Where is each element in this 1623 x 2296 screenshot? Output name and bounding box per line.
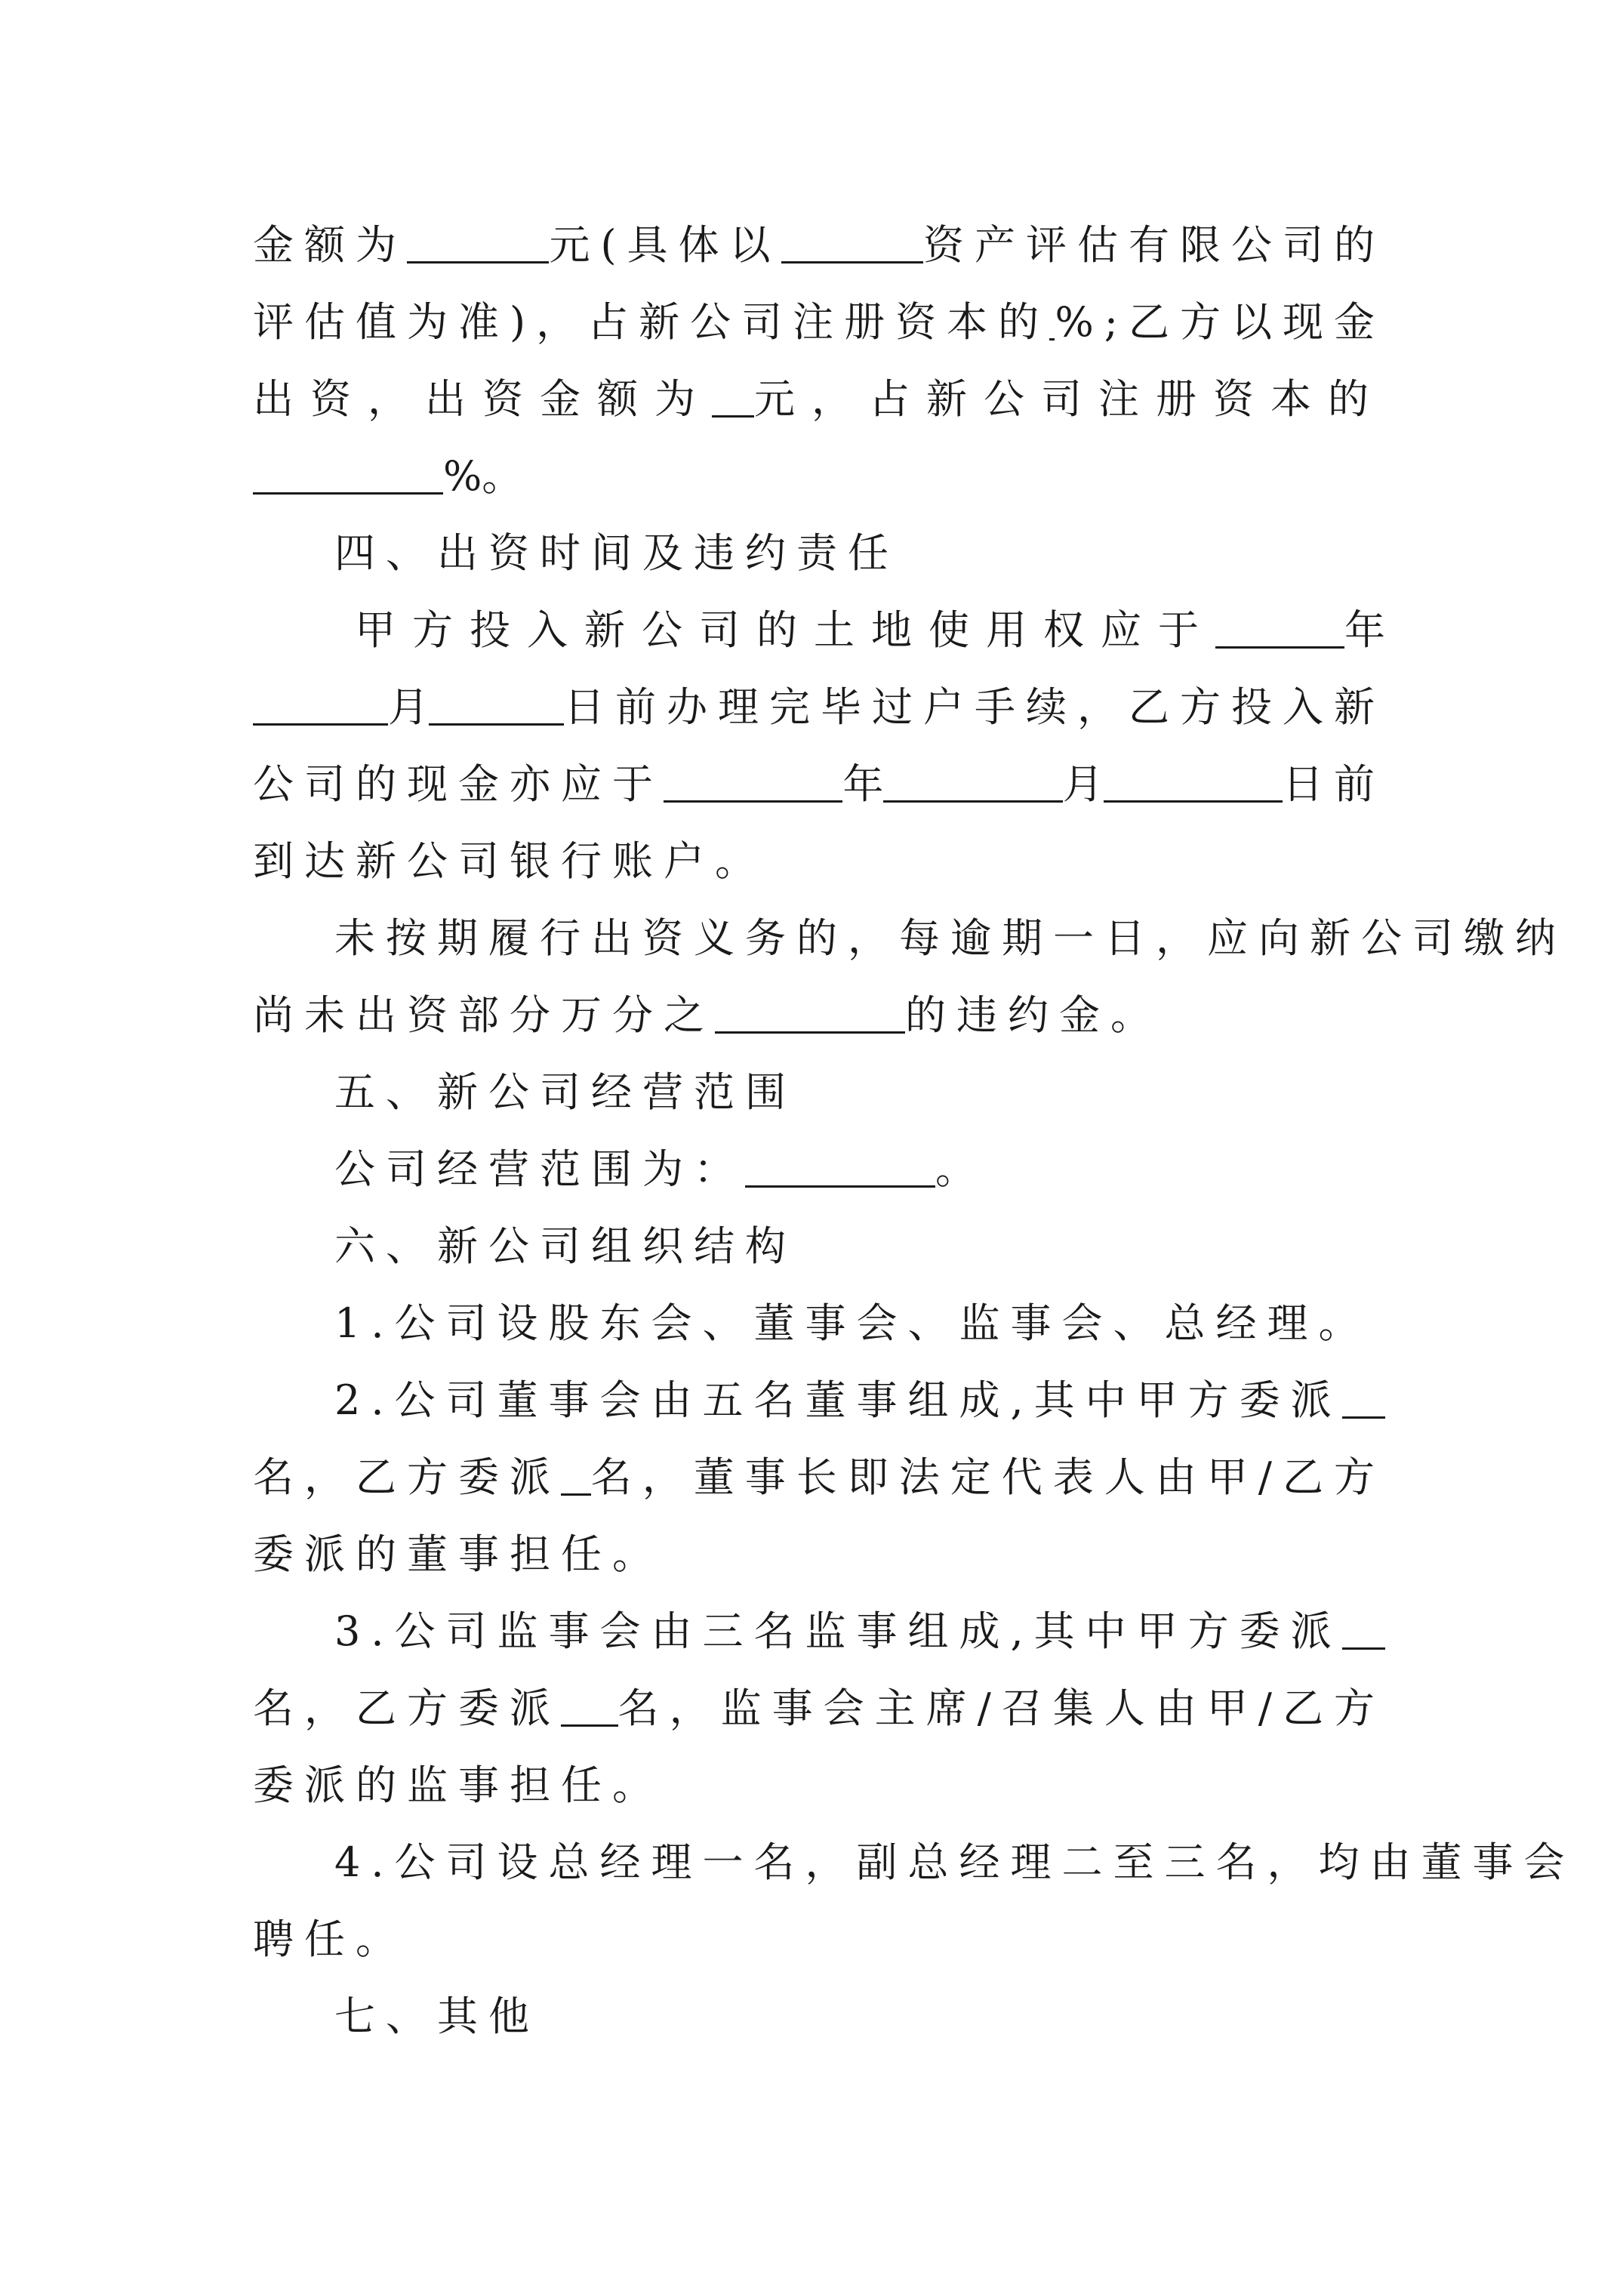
text-segment: 五、新公司经营范围	[334, 1068, 796, 1116]
text-segment: 六、新公司组织结构	[334, 1222, 796, 1270]
fill-blank	[1049, 297, 1055, 341]
text-segment: 公司的现金亦应于	[253, 760, 664, 808]
text-segment: %。	[443, 452, 523, 500]
text-segment: 金额为	[253, 221, 407, 269]
text-segment: 未按期履行出资义务的，每逾期一日，应向新公司缴纳	[334, 914, 1566, 962]
paragraph-line	[253, 677, 1385, 738]
paragraph-line	[253, 985, 1385, 1046]
text-segment: 名，乙方委派	[253, 1453, 561, 1501]
paragraph-line	[334, 1139, 1385, 1200]
paragraph-line	[253, 754, 1385, 815]
text-segment: 到达新公司银行账户。	[253, 837, 766, 885]
paragraph-line	[253, 1909, 1385, 1970]
text-segment: 名，董事长即法定代表人由甲/乙方	[590, 1453, 1385, 1501]
text-segment: %;乙方以现金	[1055, 298, 1385, 346]
text-segment: 的违约金。	[905, 991, 1162, 1039]
text-segment: 资产评估有限公司的	[922, 221, 1385, 269]
paragraph-line	[334, 908, 1566, 969]
fill-blank	[1342, 1607, 1385, 1650]
section-heading	[334, 1062, 1385, 1123]
fill-blank	[1104, 760, 1283, 803]
text-segment: 3.公司监事会由三名监事组成,其中甲方委派	[334, 1607, 1342, 1655]
text-segment: 月	[388, 683, 429, 731]
text-segment: 月	[1062, 760, 1104, 808]
text-segment: 公司经营范围为：	[334, 1145, 745, 1193]
fill-blank	[745, 1145, 935, 1188]
paragraph-line	[334, 1601, 1385, 1662]
paragraph-line	[334, 1370, 1385, 1431]
text-segment: 四、出资时间及违约责任	[334, 529, 899, 577]
text-segment: 元(具体以	[549, 221, 781, 269]
text-segment: 日前办理完毕过户手续，乙方投入新	[564, 683, 1385, 731]
paragraph-line	[253, 1755, 1385, 1816]
section-heading	[334, 523, 1385, 584]
paragraph-line	[253, 446, 1385, 507]
fill-blank	[781, 220, 923, 264]
section-heading	[334, 1216, 1385, 1277]
paragraph-line	[253, 831, 1385, 892]
paragraph-line	[334, 1832, 1575, 1893]
paragraph-line	[355, 600, 1385, 661]
text-segment: 名，乙方委派	[253, 1684, 561, 1732]
paragraph-line	[253, 1678, 1385, 1739]
text-segment: 出资，出资金额为	[253, 375, 712, 423]
paragraph-line	[253, 1447, 1385, 1508]
text-segment: 。	[935, 1145, 976, 1193]
fill-blank	[561, 1453, 591, 1496]
paragraph-line	[253, 369, 1385, 430]
fill-blank	[664, 760, 842, 803]
text-segment: 委派的监事担任。	[253, 1761, 664, 1809]
text-segment: 2.公司董事会由五名董事组成,其中甲方委派	[334, 1376, 1342, 1424]
text-segment: 尚未出资部分万分之	[253, 991, 715, 1039]
text-segment: 评估值为准)，占新公司注册资本的	[253, 298, 1050, 346]
fill-blank	[715, 991, 905, 1034]
fill-blank	[561, 1684, 618, 1727]
fill-blank	[712, 374, 754, 418]
text-segment: 4.公司设总经理一名，副总经理二至三名，均由董事会	[334, 1838, 1575, 1886]
fill-blank	[1215, 606, 1344, 649]
text-segment: 聘任。	[253, 1915, 407, 1963]
fill-blank	[429, 683, 564, 726]
text-segment: 甲方投入新公司的土地使用权应于	[355, 606, 1215, 654]
text-segment: 名，监事会主席/召集人由甲/乙方	[617, 1684, 1385, 1732]
paragraph-line	[253, 1524, 1385, 1585]
fill-blank	[407, 220, 549, 264]
text-segment: 年	[842, 760, 884, 808]
text-segment: 委派的董事担任。	[253, 1530, 664, 1578]
paragraph-line	[334, 1293, 1385, 1354]
text-segment: 七、其他	[334, 1992, 540, 2040]
fill-blank	[253, 451, 443, 495]
text-segment: 日前	[1282, 760, 1385, 808]
paragraph-line	[253, 215, 1385, 276]
text-segment: 元，占新公司注册资本的	[754, 375, 1385, 423]
fill-blank	[883, 760, 1062, 803]
text-segment: 年	[1344, 606, 1385, 654]
fill-blank	[253, 683, 388, 726]
text-segment: 1.公司设股东会、董事会、监事会、总经理。	[334, 1299, 1370, 1347]
section-heading	[334, 1986, 1385, 2047]
fill-blank	[1342, 1376, 1385, 1419]
paragraph-line	[253, 292, 1385, 353]
